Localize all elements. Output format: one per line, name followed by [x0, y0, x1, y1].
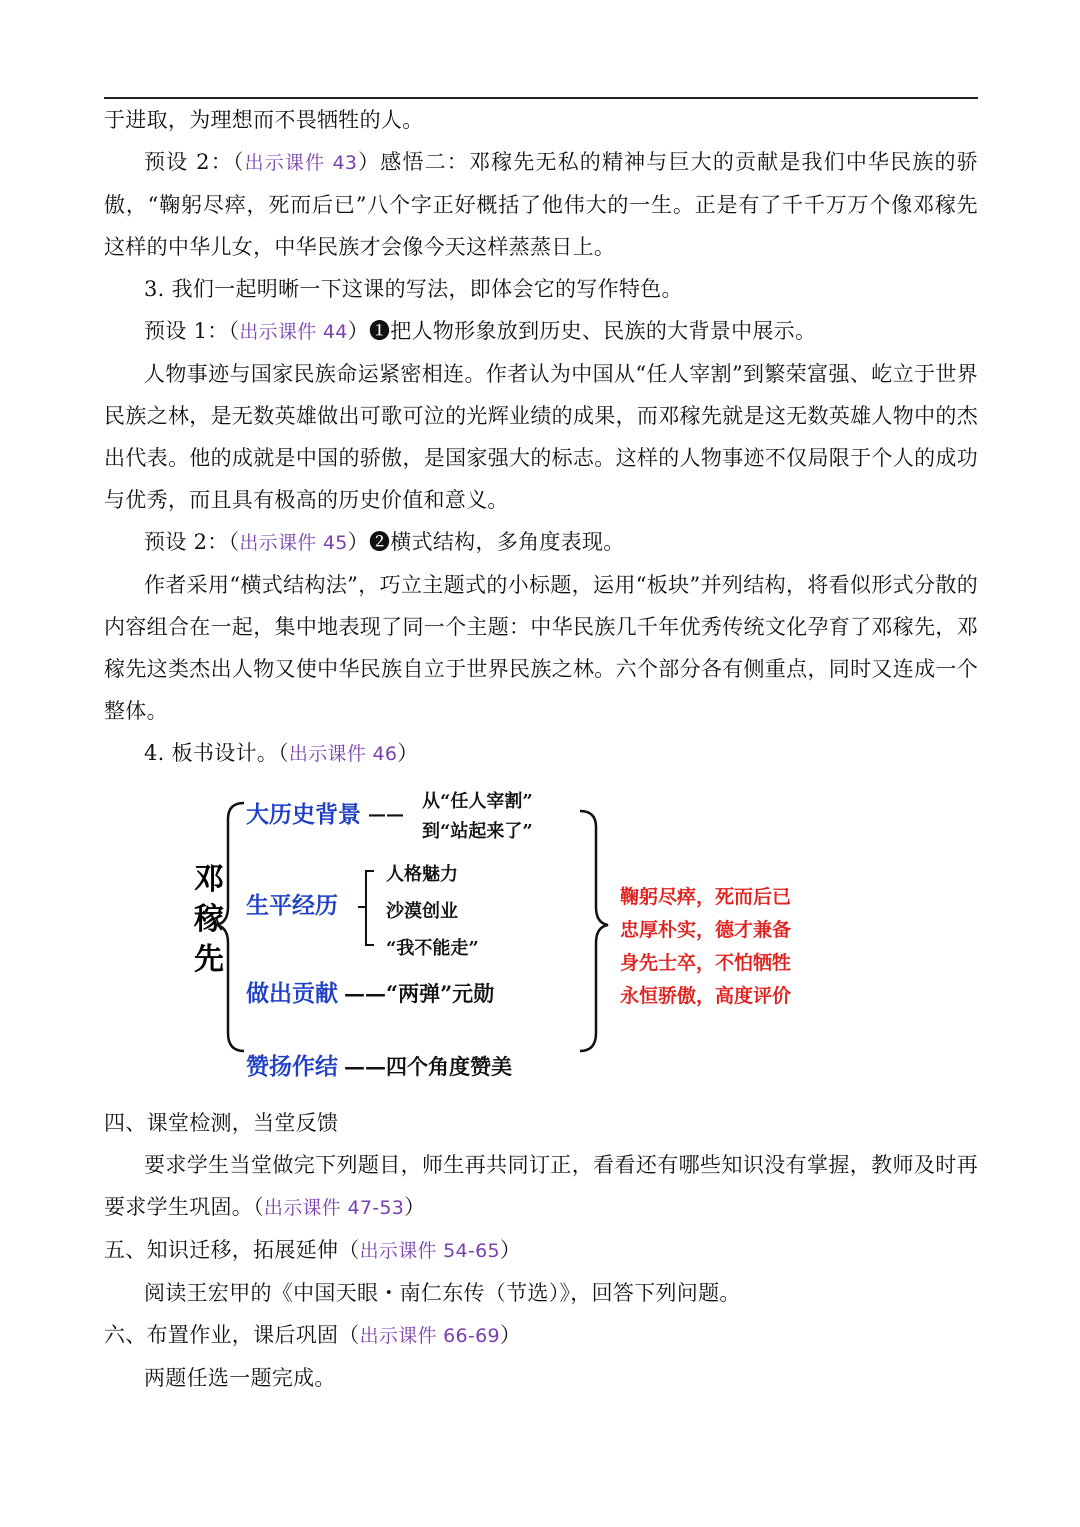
- text-segment: 预设 2：（: [144, 150, 245, 174]
- courseware-link-54-65[interactable]: 出示课件 54-65: [359, 1240, 500, 1262]
- text-segment: ）: [397, 741, 419, 765]
- paragraph-7: 作者采用“横式结构法”，巧立主题式的小标题，运用“板块”并列结构，将看似形式分散的内容组合在一起，集中地表现了同一个主题：中华民族几千年优秀传统文化孕育了邓稼先，邓稼先这类杰出人物又使中华民族自立于世界民族之林。六个部分各有侧重点，同时又连成一个整体。: [104, 573, 978, 723]
- paragraph-3: 3. 我们一起明晰一下这课的写法，即体会它的写作特色。: [144, 277, 683, 301]
- document-body: [104, 99, 978, 1399]
- courseware-link-44[interactable]: 出示课件 44: [239, 321, 348, 343]
- paragraph-8: [104, 732, 978, 775]
- courseware-link-66-69[interactable]: 出示课件 66-69: [359, 1325, 500, 1347]
- branch-life-experience: 生平经历: [246, 892, 338, 919]
- right-brace: [580, 811, 608, 1051]
- text-segment: ）: [499, 1238, 522, 1262]
- branch-2-sub-2: 沙漠创业: [386, 901, 458, 922]
- text-segment: 要求学生当堂做完下列题目，师生再共同订正，看看还有哪些知识没有掌握，教师及时再要求学生巩固。（: [104, 1153, 978, 1219]
- paragraph-6: [104, 521, 978, 564]
- paragraph-1: 于进取，为理想而不畏牺牲的人。: [104, 108, 424, 132]
- branch-praise-conclusion: 赞扬作结: [246, 1053, 338, 1080]
- paragraph-12: 阅读王宏甲的《中国天眼・南仁东传（节选）》，回答下列问题。: [144, 1281, 741, 1305]
- branch-1-line-2: 到“站起来了”: [422, 821, 533, 842]
- center-char-3: 先: [194, 942, 224, 977]
- branch-contribution: 做出贡献: [246, 980, 338, 1007]
- text-segment: 五、知识迁移，拓展延伸（: [104, 1238, 360, 1262]
- text-segment: ）: [499, 1323, 522, 1347]
- text-segment: 预设 1：（: [144, 319, 240, 343]
- summary-line-2: 忠厚朴实，德才兼备: [620, 919, 792, 941]
- branch-2-bracket: [366, 871, 374, 945]
- branch-2-sub-1: 人格魅力: [386, 864, 458, 885]
- branch-2-sub-3: “我不能走”: [386, 938, 479, 959]
- section-4-heading: 四、课堂检测，当堂反馈: [104, 1111, 339, 1135]
- text-segment: 预设 2：（: [144, 530, 240, 554]
- text-segment: ）❶把人物形象放到历史、民族的大背景中展示。: [347, 319, 817, 343]
- branch-history-background: 大历史背景: [246, 801, 361, 828]
- courseware-link-46[interactable]: 出示课件 46: [288, 743, 398, 765]
- diagram-svg: [104, 783, 978, 1100]
- paragraph-5: 人物事迹与国家民族命运紧密相连。作者认为中国从“任人宰割”到繁荣富强、屹立于世界民族之林，是无数英雄做出可歌可泣的光辉业绩的成果，而邓稼先就是这无数英雄人物中的杰出代表。他的成就是中国的骄傲，是国家强大的标志。这样的人物事迹不仅局限于个人的成功与优秀，而且具有极高的历史价值和意义。: [104, 362, 978, 512]
- blackboard-design-diagram: [104, 783, 978, 1100]
- text-segment: ）: [404, 1195, 426, 1219]
- paragraph-10: [104, 1144, 978, 1229]
- summary-line-4: 永恒骄傲，高度评价: [620, 985, 792, 1007]
- branch-1-dash: ——: [368, 804, 404, 825]
- summary-line-3: 身先士卒，不怕牺牲: [620, 952, 792, 974]
- center-char-2: 稼: [194, 902, 224, 937]
- branch-1-line-1: 从“任人宰割”: [422, 791, 533, 812]
- branch-4-rest: ——四个角度赞美: [344, 1054, 512, 1079]
- branch-3-rest: ——“两弹”元勋: [344, 981, 495, 1006]
- courseware-link-43[interactable]: 出示课件 43: [244, 152, 358, 174]
- courseware-link-47-53[interactable]: 出示课件 47-53: [263, 1197, 405, 1219]
- text-segment: 4. 板书设计。（: [144, 741, 289, 765]
- section-5-heading: [104, 1229, 978, 1272]
- text-segment: ）感悟二：邓稼先无私的精神与巨大的贡献是我们中华民族的骄傲，“鞠躬尽瘁，死而后已”八个字正好概括了他伟大的一生。正是有了千千万万个像邓稼先这样的中华儿女，中华民族才会像今天这样蒸蒸日上。: [104, 150, 978, 259]
- paragraph-4: [104, 310, 978, 353]
- paragraph-2: [104, 141, 978, 268]
- text-segment: 六、布置作业，课后巩固（: [104, 1323, 360, 1347]
- text-segment: ）❷横式结构，多角度表现。: [347, 530, 625, 554]
- center-char-1: 邓: [194, 862, 224, 897]
- section-6-heading: [104, 1314, 978, 1357]
- summary-line-1: 鞠躬尽瘁，死而后已: [620, 886, 792, 908]
- paragraph-14: 两题任选一题完成。: [144, 1366, 336, 1390]
- courseware-link-45[interactable]: 出示课件 45: [239, 532, 348, 554]
- left-brace: [216, 803, 244, 1051]
